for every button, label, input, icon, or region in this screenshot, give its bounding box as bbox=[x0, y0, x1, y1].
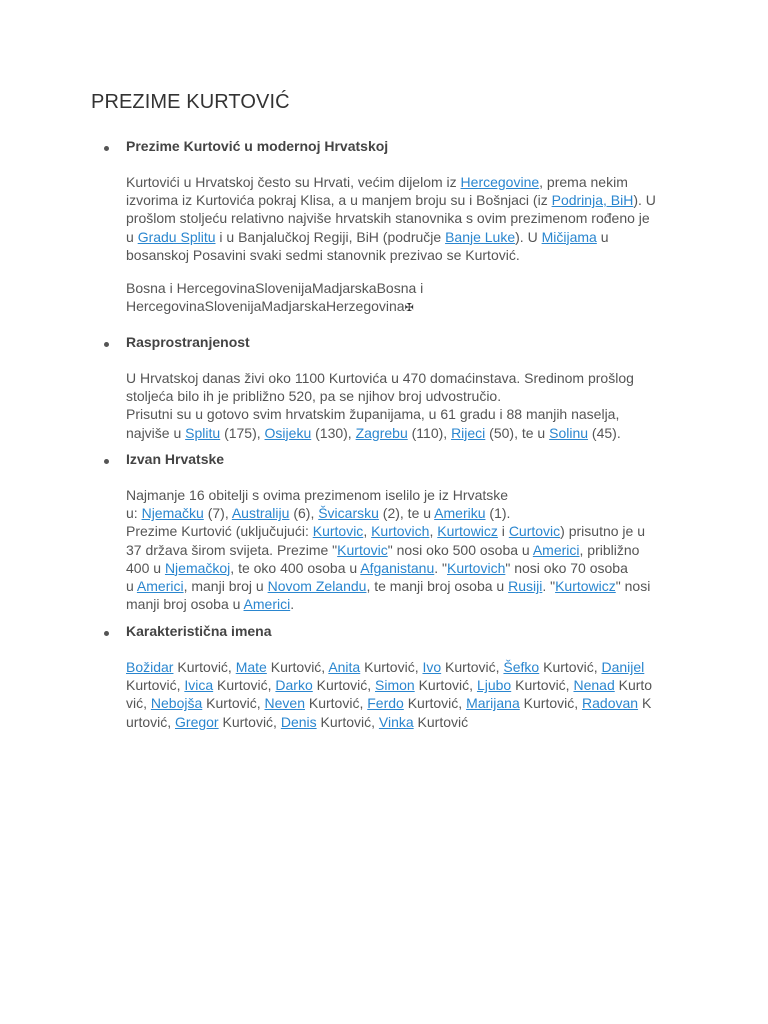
text-run: (2), te u bbox=[378, 505, 435, 522]
link-mate[interactable]: Mate bbox=[235, 659, 267, 675]
section-heading: Karakteristična imena bbox=[126, 623, 272, 639]
link-sefko[interactable]: Šefko bbox=[503, 659, 540, 675]
section-paragraph bbox=[126, 173, 676, 264]
link-bozidar[interactable]: Božidar bbox=[126, 659, 174, 675]
section-paragraph bbox=[126, 369, 676, 442]
cross-icon: ✠ bbox=[404, 302, 414, 315]
text-run: ). U bbox=[515, 228, 542, 245]
link-kurtovic[interactable]: Kurtovic bbox=[312, 523, 364, 540]
text-run: stoljeća bilo ih je približno 520, pa se njihov broj udvostručio. bbox=[126, 388, 502, 405]
link-denis[interactable]: Denis bbox=[280, 713, 317, 730]
link-njemackoj[interactable]: Njemačkoj bbox=[164, 559, 231, 576]
text-run: , manji broj u bbox=[183, 578, 268, 595]
link-americi[interactable]: Americi bbox=[243, 596, 291, 613]
text-run: Kurtović, bbox=[511, 677, 574, 694]
text-run: (110), bbox=[407, 424, 452, 441]
text-run: Kurtović, bbox=[218, 713, 281, 730]
text-run: urtović, bbox=[126, 713, 176, 730]
text-run: izvorima iz Kurtovića pokraj Klisa, a u manjem broju su i Bošnjaci (iz bbox=[126, 192, 552, 209]
text-run: 400 u bbox=[126, 559, 165, 576]
text-run: Kurtović, bbox=[213, 677, 276, 694]
text-run: Kurtovići u Hrvatskoj često su Hrvati, većim dijelom iz bbox=[126, 174, 461, 190]
link-ameriku[interactable]: Ameriku bbox=[434, 505, 486, 522]
text-run: Kurtović, bbox=[403, 695, 467, 712]
text-run: Kurtović, bbox=[539, 659, 602, 675]
link-marijana[interactable]: Marijana bbox=[466, 695, 520, 712]
bullet-icon bbox=[104, 459, 109, 464]
text-run: (50), te u bbox=[485, 424, 550, 441]
text-run: Kurtović, bbox=[312, 677, 376, 694]
bullet-icon bbox=[104, 342, 109, 347]
text-run: vić, bbox=[126, 695, 151, 712]
text-run: prošlom stoljeću relativno najviše hrvatskih stanovnika s ovim prezimenom rođeno je bbox=[126, 210, 650, 227]
text-run: u bbox=[126, 578, 137, 595]
link-nebojsa[interactable]: Nebojša bbox=[150, 695, 203, 712]
text-run: " nosi oko 500 osoba u bbox=[387, 541, 533, 558]
text-run: Prisutni su u gotovo svim hrvatskim županijama, u 61 gradu i 88 manjih naselja, bbox=[126, 406, 620, 423]
text-run: , približno bbox=[579, 541, 640, 558]
section-paragraph bbox=[126, 658, 676, 731]
link-svicarsku[interactable]: Švicarsku bbox=[318, 505, 379, 522]
link-americi[interactable]: Americi bbox=[136, 578, 184, 595]
text-run: , te manji broj osoba u bbox=[366, 578, 509, 595]
link-curtovic[interactable]: Curtovic bbox=[508, 523, 561, 540]
link-banje-luke[interactable]: Banje Luke bbox=[445, 228, 516, 245]
text-run: Kurtović bbox=[413, 713, 469, 730]
link-anita[interactable]: Anita bbox=[328, 659, 361, 675]
bullet-icon bbox=[104, 631, 109, 636]
link-danijel[interactable]: Danijel bbox=[601, 659, 645, 675]
link-ferdo[interactable]: Ferdo bbox=[367, 695, 404, 712]
text-run: , prema nekim bbox=[539, 174, 628, 190]
link-zagrebu[interactable]: Zagrebu bbox=[355, 424, 408, 441]
text-run: ). U bbox=[633, 192, 656, 209]
text-run: , te oko 400 osoba u bbox=[230, 559, 361, 576]
text-run: manji broj osoba u bbox=[126, 596, 244, 613]
text-run: 37 država širom svijeta. Prezime " bbox=[126, 541, 338, 558]
link-splitu[interactable]: Splitu bbox=[185, 424, 221, 441]
link-americi[interactable]: Americi bbox=[532, 541, 580, 558]
text-run: Najmanje 16 obitelji s ovima prezimenom iselilo je iz Hrvatske bbox=[126, 487, 509, 503]
link-ivica[interactable]: Ivica bbox=[184, 677, 214, 694]
text-run: Kurtović, bbox=[266, 659, 329, 675]
link-kurtovich[interactable]: Kurtovich bbox=[447, 559, 506, 576]
page-title: PREZIME KURTOVIĆ bbox=[91, 91, 290, 113]
text-run: Kurtović, bbox=[316, 713, 379, 730]
text-run: u: bbox=[126, 505, 142, 522]
link-ljubo[interactable]: Ljubo bbox=[476, 677, 512, 694]
text-run: Kurtović, bbox=[414, 677, 477, 694]
link-micijama[interactable]: Mičijama bbox=[541, 228, 597, 245]
section-paragraph bbox=[126, 486, 676, 613]
link-ivo[interactable]: Ivo bbox=[422, 659, 442, 675]
link-gradu-splitu[interactable]: Gradu Splitu bbox=[137, 228, 216, 245]
text-run: Kurto bbox=[614, 677, 653, 694]
text-run: u bbox=[596, 228, 609, 245]
text-run: Kurtović, bbox=[202, 695, 265, 712]
link-gregor[interactable]: Gregor bbox=[175, 713, 219, 730]
text-run: ) prisutno je u bbox=[560, 523, 645, 540]
text-run: U Hrvatskoj danas živi oko 1100 Kurtovića u 470 domaćinstava. Sredinom prošlog bbox=[126, 370, 634, 386]
text-run: K bbox=[638, 695, 652, 712]
text-run: i bbox=[497, 523, 509, 540]
text-run: Kurtović, bbox=[304, 695, 368, 712]
text-run: bosanskoj Posavini svaki sedmi stanovnik prezivao se Kurtović. bbox=[126, 246, 520, 263]
link-afganistanu[interactable]: Afganistanu bbox=[360, 559, 435, 576]
text-run: . bbox=[290, 596, 295, 613]
link-simon[interactable]: Simon bbox=[375, 677, 415, 694]
text-run: , bbox=[363, 523, 372, 540]
text-run: (175), bbox=[220, 424, 265, 441]
text-run: Kurtović, bbox=[360, 659, 423, 675]
text-run: . " bbox=[542, 578, 556, 595]
link-kurtovic[interactable]: Kurtovic bbox=[337, 541, 388, 558]
bullet-icon bbox=[104, 146, 109, 151]
link-solinu[interactable]: Solinu bbox=[549, 424, 589, 441]
link-kurtowicz[interactable]: Kurtowicz bbox=[437, 523, 498, 540]
section-paragraph-countries bbox=[126, 279, 676, 317]
text-run: Kurtović, bbox=[441, 659, 504, 675]
link-rijeci[interactable]: Rijeci bbox=[451, 424, 486, 441]
section-heading: Izvan Hrvatske bbox=[126, 451, 225, 467]
link-kurtowicz[interactable]: Kurtowicz bbox=[555, 578, 616, 595]
link-rusiji[interactable]: Rusiji bbox=[508, 578, 543, 595]
section-heading: Prezime Kurtović u modernoj Hrvatskoj bbox=[126, 138, 389, 154]
link-njemacku[interactable]: Njemačku bbox=[141, 505, 204, 522]
text-run: i u Banjalučkoj Regiji, BiH (područje bbox=[215, 228, 446, 245]
section-heading: Rasprostranjenost bbox=[126, 334, 250, 350]
link-podrinja-bih[interactable]: Podrinja, BiH bbox=[551, 192, 634, 209]
link-nenad[interactable]: Nenad bbox=[573, 677, 615, 694]
text-run: u bbox=[126, 228, 138, 245]
link-osijeku[interactable]: Osijeku bbox=[264, 424, 312, 441]
text-run: HercegovinaSlovenijaMadjarskaHerzegovina bbox=[126, 298, 405, 315]
link-kurtovich[interactable]: Kurtovich bbox=[371, 523, 430, 540]
text-run: (45). bbox=[588, 424, 621, 441]
link-radovan[interactable]: Radovan bbox=[582, 695, 639, 712]
link-neven[interactable]: Neven bbox=[264, 695, 305, 712]
text-run: Prezime Kurtović (uključujući: bbox=[126, 523, 313, 540]
text-run: (1). bbox=[485, 505, 511, 522]
text-run: (6), bbox=[289, 505, 319, 522]
text-run: Kurtović, bbox=[126, 677, 185, 694]
text-run: Kurtović, bbox=[173, 659, 236, 675]
text-run: (130), bbox=[311, 424, 356, 441]
text-run: najviše u bbox=[126, 424, 186, 441]
link-darko[interactable]: Darko bbox=[275, 677, 313, 694]
link-novom-zelandu[interactable]: Novom Zelandu bbox=[267, 578, 367, 595]
text-run: " nosi bbox=[615, 578, 651, 595]
link-australiju[interactable]: Australiju bbox=[231, 505, 290, 522]
link-hercegovine[interactable]: Hercegovine bbox=[460, 174, 540, 190]
text-run: (7), bbox=[203, 505, 232, 522]
text-run: . " bbox=[434, 559, 447, 576]
text-run: Bosna i HercegovinaSlovenijaMadjarskaBosna i bbox=[126, 280, 424, 296]
text-run: , bbox=[429, 523, 438, 540]
text-run: " nosi oko 70 osoba bbox=[505, 559, 628, 576]
text-run: Kurtović, bbox=[519, 695, 583, 712]
link-vinka[interactable]: Vinka bbox=[378, 713, 414, 730]
